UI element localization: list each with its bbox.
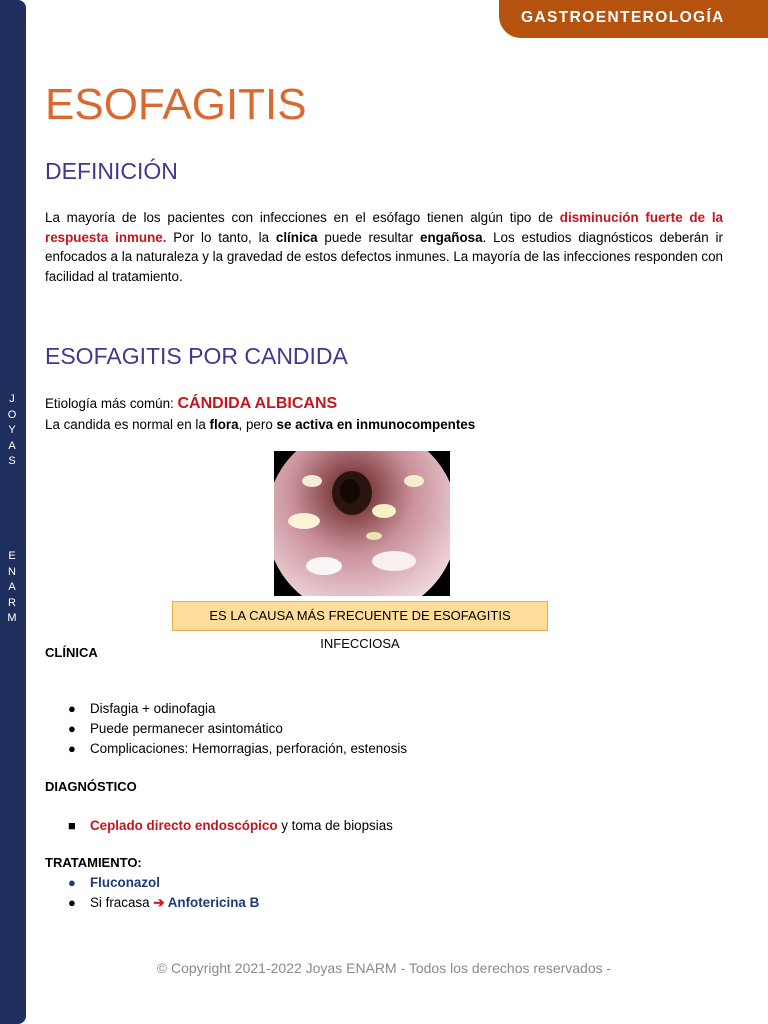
list-item: ● Puede permanecer asintomático [90,719,407,739]
endoscopy-image [274,451,450,596]
side-bar [0,0,26,1024]
tratamiento-list [68,873,260,913]
bullet-icon: ● [68,875,76,890]
clinica-list [68,699,408,759]
side-text-joyas: J O Y A S [7,393,17,467]
flora-line: La candida es normal en la flora, pero se activa en inmunocompentes [45,417,476,432]
page-title: ESOFAGITIS [45,80,307,129]
list-item: ● Si fracasa ➔ Anfotericina B [90,893,259,913]
square-bullet-icon: ■ [68,818,76,833]
definition-heading: DEFINICIÓN [45,158,178,184]
bullet-icon: ● [68,701,76,716]
bullet-icon: ● [68,895,76,910]
list-item: ● Complicaciones: Hemorragias, perforación, estenosis [90,739,407,759]
bullet-icon: ● [68,741,76,756]
list-item: ● Disfagia + odinofagia [90,699,407,719]
bullet-icon: ● [68,721,76,736]
tratamiento-heading: TRATAMIENTO: [45,855,142,870]
etiology-line: Etiología más común: CÁNDIDA ALBICANS [45,395,338,412]
copyright-footer: © Copyright 2021-2022 Joyas ENARM - Todos los derechos reservados - [156,960,612,976]
diagnostico-heading: DIAGNÓSTICO [45,779,137,794]
callout-box: ES LA CAUSA MÁS FRECUENTE DE ESOFAGITIS INFECCIOSA [172,601,548,631]
list-item: ● Fluconazol [90,873,259,893]
clinica-heading: CLÍNICA [45,645,98,660]
section-tab: GASTROENTEROLOGÍA [499,0,768,38]
definition-paragraph: La mayoría de los pacientes con infecciones en el esófago tienen algún tipo de disminución fuerte de la respuesta inmune. Por lo tanto, la clínica puede resultar engañosa. Los estudios diagnósticos deberán ir enfocados a la naturaleza y la gravedad de estos defectos inmunes. La mayoría de las infecciones responden con facilidad al tratamiento. [45,210,723,284]
side-text-enarm: E N A R M [7,550,17,624]
diagnostico-list [68,816,393,836]
list-item: ■ Ceplado directo endoscópico y toma de biopsias [90,816,393,836]
candida-heading: ESOFAGITIS POR CANDIDA [45,343,348,369]
arrow-icon: ➔ [153,895,165,910]
